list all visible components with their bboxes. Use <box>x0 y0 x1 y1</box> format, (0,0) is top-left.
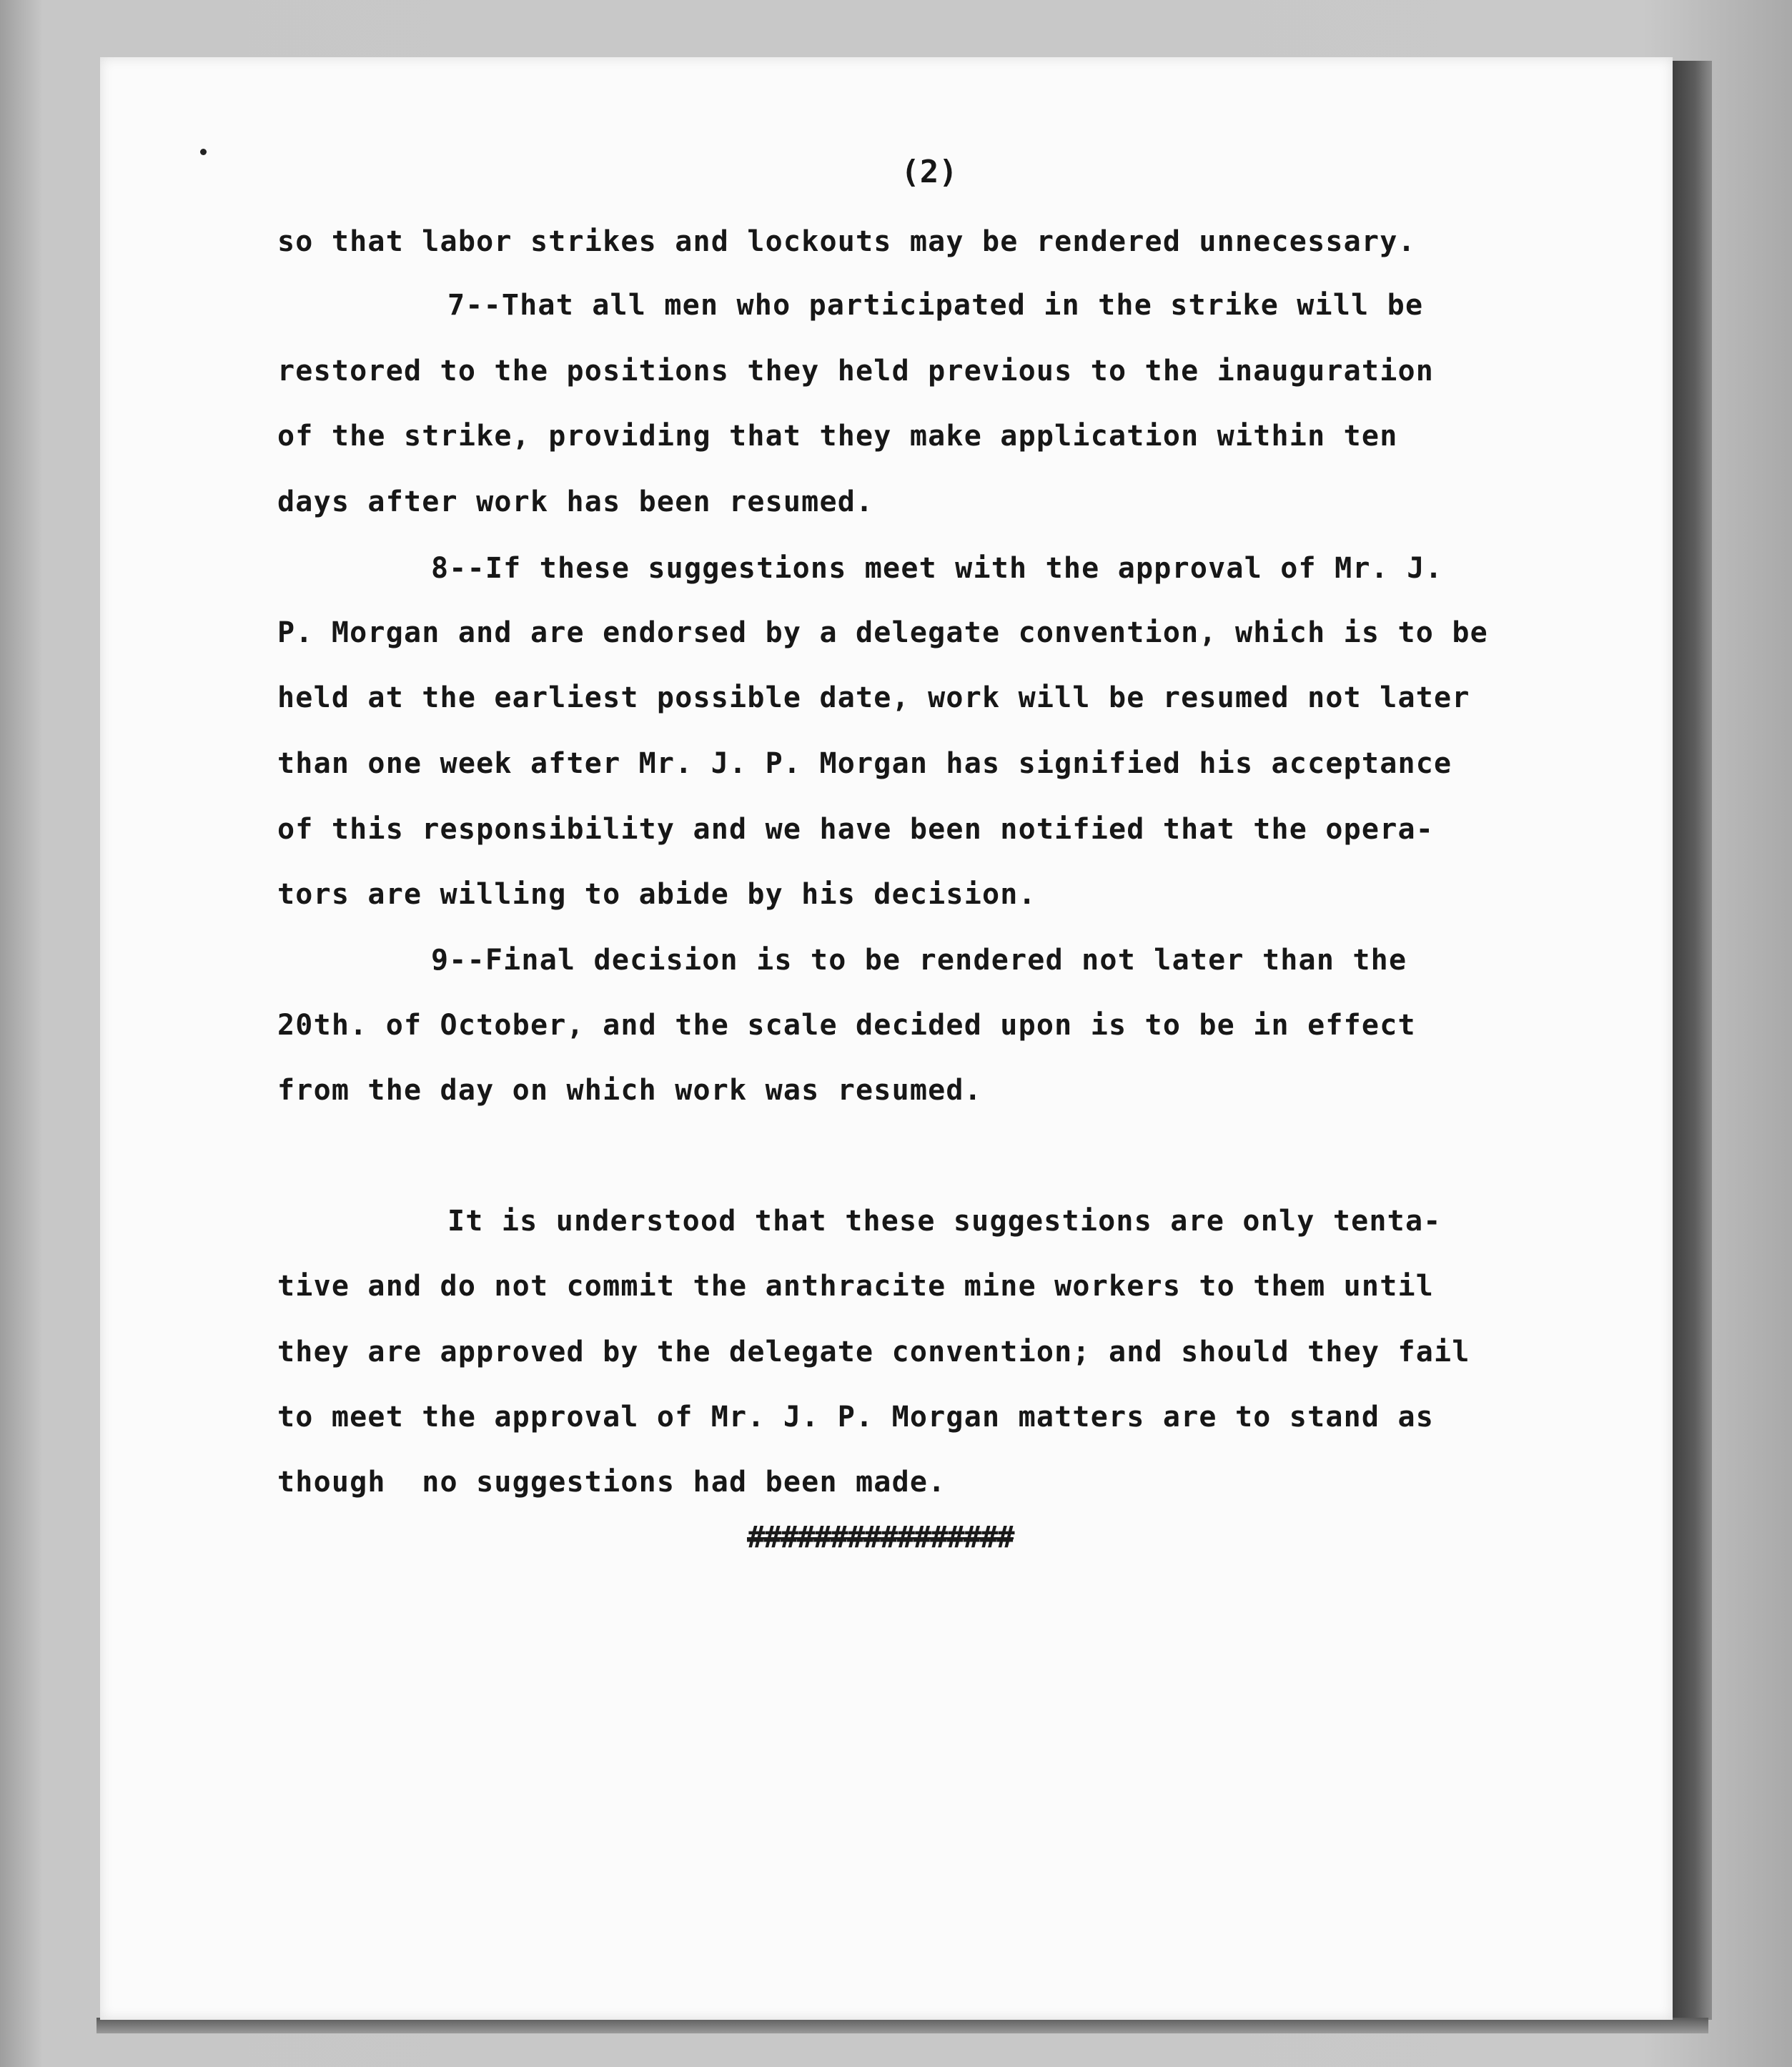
text-line: restored to the positions they held previous to the inauguration <box>277 355 1435 388</box>
text-line: they are approved by the delegate convention; and should they fail <box>277 1336 1470 1368</box>
text-line: of the strike, providing that they make application within ten <box>277 420 1398 453</box>
text-line: tive and do not commit the anthracite mine workers to them until <box>277 1270 1435 1303</box>
text-line: from the day on which work was resumed. <box>277 1074 982 1107</box>
text-line: of this responsibility and we have been notified that the opera- <box>277 813 1435 846</box>
text-line: 20th. of October, and the scale decided upon is to be in effect <box>277 1009 1416 1042</box>
paper-shadow <box>1669 61 1712 2020</box>
text-line: 8--If these suggestions meet with the approval of Mr. J. <box>431 552 1443 585</box>
text-line: held at the earliest possible date, work will be resumed not later <box>277 681 1470 714</box>
text-line: though no suggestions had been made. <box>277 1466 946 1499</box>
end-of-document-mark: ################ <box>747 1519 1014 1554</box>
ink-speck <box>200 149 207 155</box>
text-line: than one week after Mr. J. P. Morgan has signified his acceptance <box>277 747 1452 780</box>
text-line: 7--That all men who participated in the strike will be <box>447 289 1424 322</box>
text-line: It is understood that these suggestions are only tenta- <box>447 1205 1442 1238</box>
text-line: 9--Final decision is to be rendered not later than the <box>431 944 1407 977</box>
page-number: (2) <box>901 154 958 190</box>
text-line: P. Morgan and are endorsed by a delegate convention, which is to be <box>277 616 1488 649</box>
text-line: so that labor strikes and lockouts may be rendered unnecessary. <box>277 225 1416 258</box>
paper-shadow-bottom <box>96 2018 1708 2033</box>
text-line: tors are willing to abide by his decision. <box>277 878 1036 911</box>
text-line: days after work has been resumed. <box>277 485 874 518</box>
text-line: to meet the approval of Mr. J. P. Morgan matters are to stand as <box>277 1401 1435 1434</box>
